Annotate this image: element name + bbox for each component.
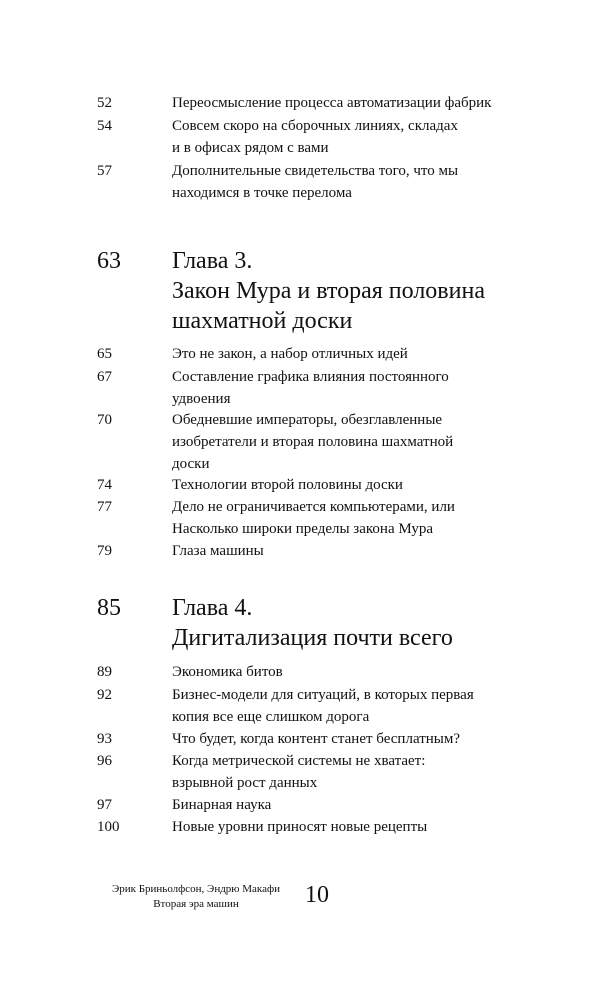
toc-page-number: 52: [97, 95, 112, 111]
toc-page-number: 65: [97, 346, 112, 362]
toc-page-number: 92: [97, 687, 112, 703]
toc-page-number: 93: [97, 731, 112, 747]
toc-section-title: Экономика битов: [172, 664, 283, 680]
toc-section-title: Совсем скоро на сборочных линиях, складах и в офисах рядом с вами: [172, 118, 458, 156]
toc-page-number: 54: [97, 118, 112, 134]
running-footer-author-title: Эрик Бриньолфсон, Эндрю Макафи Вторая эра машин: [111, 883, 281, 910]
page-number: 10: [305, 882, 329, 908]
toc-page-number: 97: [97, 797, 112, 813]
toc-page-number: 79: [97, 543, 112, 559]
toc-chapter-page-number: 85: [97, 595, 121, 621]
toc-section-title: Составление графика влияния постоянного удвоения: [172, 369, 449, 407]
toc-section-title: Новые уровни приносят новые рецепты: [172, 819, 428, 835]
toc-page-number: 89: [97, 664, 112, 680]
toc-section-title: Глаза машины: [172, 543, 264, 559]
toc-section-title: Когда метрической системы не хватает: взрывной рост данных: [172, 753, 426, 791]
toc-section-title: Переосмысление процесса автоматизации фабрик: [172, 95, 492, 111]
toc-page-number: 77: [97, 499, 112, 515]
toc-page-number: 100: [97, 819, 120, 835]
toc-section-title: Что будет, когда контент станет бесплатным?: [172, 731, 461, 747]
toc-section-title: Обедневшие императоры, обезглавленные изобретатели и вторая половина шахматной доски: [172, 412, 454, 472]
toc-section-title: Технологии второй половины доски: [172, 477, 403, 493]
toc-page-number: 96: [97, 753, 112, 769]
toc-page-number: 67: [97, 369, 112, 385]
toc-chapter-page-number: 63: [97, 248, 121, 274]
toc-chapter-title: Глава 4. Дигитализация почти всего: [172, 595, 453, 651]
toc-section-title: Бизнес-модели для ситуаций, в которых первая копия все еще слишком дорога: [172, 687, 474, 725]
toc-chapter-title: Глава 3. Закон Мура и вторая половина шахматной доски: [172, 248, 485, 334]
toc-page-number: 57: [97, 163, 112, 179]
toc-section-title: Это не закон, а набор отличных идей: [172, 346, 408, 362]
toc-page-number: 70: [97, 412, 112, 428]
toc-page-number: 74: [97, 477, 112, 493]
toc-section-title: Дополнительные свидетельства того, что мы находимся в точке перелома: [172, 163, 459, 201]
toc-section-title: Бинарная наука: [172, 797, 272, 813]
toc-section-title: Дело не ограничивается компьютерами, или Насколько широки пределы закона Мура: [172, 499, 455, 537]
